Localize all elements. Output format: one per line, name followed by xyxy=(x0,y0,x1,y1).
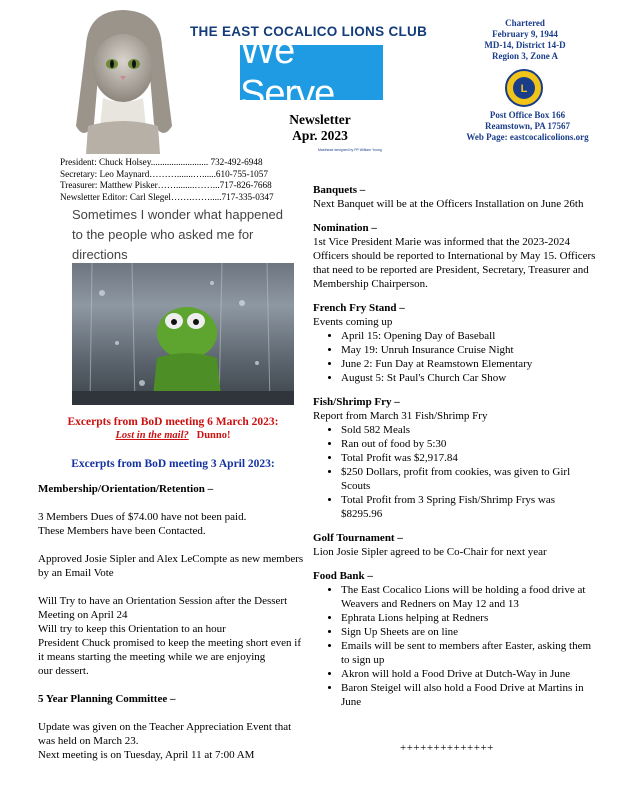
fish-fry-list xyxy=(313,423,598,521)
planning-text: Next meeting is on Tuesday, April 11 at 7:00 AM xyxy=(38,749,255,761)
membership-text: Will try to keep this Orientation to an hour xyxy=(38,623,226,635)
french-fry-heading: French Fry Stand – xyxy=(313,302,405,314)
lost-in-mail-text: Lost in the mail? xyxy=(115,430,189,441)
officer-line: President: Chuck Holsey......................... 732-492-6948 xyxy=(60,157,263,167)
list-item: • Emails will be sent to members after Easter, asking them to sign up xyxy=(341,639,598,667)
golf-text: Lion Josie Sipler agreed to be Co-Chair for next year xyxy=(313,546,547,558)
officer-line: Treasurer: Matthew Pisker……........……...717-826-7668 xyxy=(60,180,272,190)
list-item: • Total Profit was $2,917.84 xyxy=(341,451,598,465)
po-box: Post Office Box 166 xyxy=(489,110,566,120)
dunno-text: Dunno! xyxy=(196,430,231,441)
membership-heading: Membership/Orientation/Retention – xyxy=(38,483,214,495)
right-column xyxy=(313,183,598,709)
nomination-text: 1st Vice President Marie was informed that the 2023-2024 Officers should be reported to International by May 15. Officers that need to be reported are President, Secretary, Treasurer and Membership Chairperson. xyxy=(313,236,596,290)
french-fry-intro: Events coming up xyxy=(313,316,393,328)
newsletter-label: Newsletter xyxy=(289,112,351,127)
we-serve-logo xyxy=(240,29,383,115)
banquets-heading: Banquets – xyxy=(313,184,366,196)
planning-text: Update was given on the Teacher Appreciation Event that was held on March 23. xyxy=(38,721,292,747)
svg-text:L: L xyxy=(520,83,528,95)
membership-text: President Chuck promised to keep the meeting short even if it means starting the meeting while we are enjoying xyxy=(38,637,302,663)
list-item: • The East Cocalico Lions will be holding a food drive at Weavers and Redners on May 12 and 13 xyxy=(341,583,598,611)
list-item: • April 15: Opening Day of Baseball xyxy=(341,329,598,343)
address: Reamstown, PA 17567 xyxy=(484,121,571,131)
lions-emblem-icon xyxy=(502,68,546,108)
meme-caption: Sometimes I wonder what happened to the people who asked me for directions xyxy=(72,207,284,262)
list-item: • Ran out of food by 5:30 xyxy=(341,437,598,451)
banquets-text: Next Banquet will be at the Officers Installation on June 26th xyxy=(313,198,584,210)
newsletter-label-block xyxy=(270,112,370,144)
golf-heading: Golf Tournament – xyxy=(313,532,403,544)
french-fry-events-list xyxy=(313,329,598,385)
membership-text: Will Try to have an Orientation Session after the Dessert Meeting on April 24 xyxy=(38,595,288,621)
list-item: • Baron Steigel will also hold a Food Drive at Martins in June xyxy=(341,681,598,709)
charter-line: February 9, 1944 xyxy=(492,29,558,39)
list-item: • Total Profit from 3 Spring Fish/Shrimp Frys was $8295.96 xyxy=(341,493,598,521)
april-meeting-heading: Excerpts from BoD meeting 3 April 2023: xyxy=(71,458,275,470)
charter-info xyxy=(470,18,580,62)
nomination-heading: Nomination – xyxy=(313,222,377,234)
list-item: • Akron will hold a Food Drive at Dutch-Way in June xyxy=(341,667,598,681)
charter-line: Region 3, Zone A xyxy=(491,51,558,61)
masthead-credit: Masthead designed by PP William Young xyxy=(318,148,382,152)
charter-line: Chartered xyxy=(505,18,545,28)
list-item: • Sold 582 Meals xyxy=(341,423,598,437)
club-title: THE EAST COCALICO LIONS CLUB xyxy=(190,24,428,39)
officers-list xyxy=(60,157,310,203)
left-column xyxy=(38,415,308,762)
lost-in-mail-line xyxy=(38,429,308,443)
list-item: • Sign Up Sheets are on line xyxy=(341,625,598,639)
list-item: • $250 Dollars, profit from cookies, was given to Girl Scouts xyxy=(341,465,598,493)
officer-line: Newsletter Editor: Carl Slegel…….…….....717-335-0347 xyxy=(60,191,274,202)
officer-line: Secretary: Leo Maynard……….......…......610-755-1057 xyxy=(60,168,268,179)
section-separator: ++++++++++++++ xyxy=(400,742,494,754)
list-item: • May 19: Unruh Insurance Cruise Night xyxy=(341,343,598,357)
cat-illustration xyxy=(68,6,178,156)
membership-text: These Members have been Contacted. xyxy=(38,525,206,537)
membership-text: 3 Members Dues of $74.00 have not been paid. xyxy=(38,511,247,523)
fish-fry-intro: Report from March 31 Fish/Shrimp Fry xyxy=(313,410,488,422)
march-meeting-heading: Excerpts from BoD meeting 6 March 2023: xyxy=(67,416,279,428)
motto-text: We Serve xyxy=(240,29,335,115)
web-page-link[interactable]: Web Page: eastcocalicolions.org xyxy=(466,132,589,142)
planning-heading: 5 Year Planning Committee – xyxy=(38,693,176,705)
food-bank-heading: Food Bank – xyxy=(313,570,373,582)
contact-info xyxy=(435,110,618,143)
issue-date: Apr. 2023 xyxy=(292,128,348,143)
list-item: • June 2: Fun Day at Reamstown Elementary xyxy=(341,357,598,371)
fish-fry-heading: Fish/Shrimp Fry – xyxy=(313,396,400,408)
meme-image xyxy=(72,263,294,405)
list-item: • Ephrata Lions helping at Redners xyxy=(341,611,598,625)
membership-text: our dessert. xyxy=(38,665,89,677)
food-bank-list xyxy=(313,583,598,709)
list-item: • August 5: St Paul's Church Car Show xyxy=(341,371,598,385)
charter-line: MD-14, District 14-D xyxy=(484,40,566,50)
membership-text: Approved Josie Sipler and Alex LeCompte as new members by an Email Vote xyxy=(38,553,304,579)
